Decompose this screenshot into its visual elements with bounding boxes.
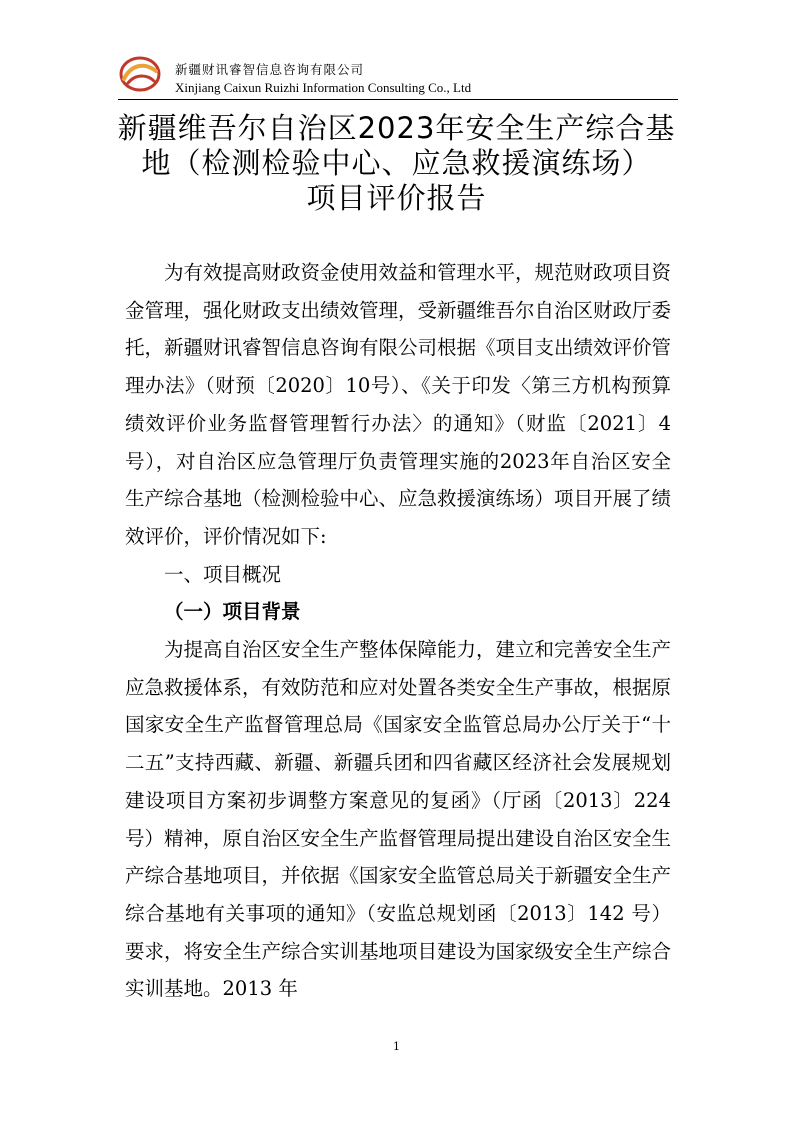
company-name-chinese: 新疆财讯睿智信息咨询有限公司	[175, 62, 365, 77]
report-title-line-3: 项目评价报告	[306, 181, 487, 215]
report-body	[125, 254, 671, 1008]
subsection-heading-project-background: （一）项目背景	[164, 600, 301, 624]
header-divider	[118, 99, 678, 100]
intro-paragraph: 为有效提高财政资金使用效益和管理水平，规范财政项目资金管理，强化财政支出绩效管理，受新疆维吾尔自治区财政厅委托，新疆财讯睿智信息咨询有限公司根据《项目支出绩效评价管理办法》（财预〔2020〕10号）、《关于印发〈第三方机构预算绩效评价业务监督管理暂行办法〉的通知》（财监〔2021〕4号），对自治区应急管理厅负责管理实施的2023年自治区安全生产综合基地（检测检验中心、应急救援演练场）项目开展了绩效评价，评价情况如下:	[125, 261, 672, 548]
company-logo	[118, 53, 162, 93]
page-number: 1	[393, 1040, 400, 1053]
logo-swoosh-lower	[128, 76, 154, 83]
report-title-line-2: 地（检测检验中心、应急救援演练场）	[141, 146, 652, 180]
company-name-english: Xinjiang Caixun Ruizhi Information Consulting Co., Ltd	[175, 80, 472, 95]
section-heading-project-overview: 一、项目概况	[164, 562, 282, 586]
background-paragraph: 为提高自治区安全生产整体保障能力，建立和完善安全生产应急救援体系，有效防范和应对处置各类安全生产事故，根据原国家安全生产监督管理总局《国家安全监管总局办公厅关于“十二五”支持西藏、新疆、新疆兵团和四省藏区经济社会发展规划建设项目方案初步调整方案意见的复函》（厅函〔2013〕224 号）精神，原自治区安全生产监督管理局提出建设自治区安全生产综合基地项目，并依据《国家安全监管总局关于新疆安全生产综合基地有关事项的通知》（安监总规划函〔2013〕142 号）要求，将安全生产综合实训基地项目建设为国家级安全生产综合实训基地。2013 年	[125, 638, 672, 1001]
report-title-line-1: 新疆维吾尔自治区2023年安全生产综合基	[117, 111, 676, 145]
